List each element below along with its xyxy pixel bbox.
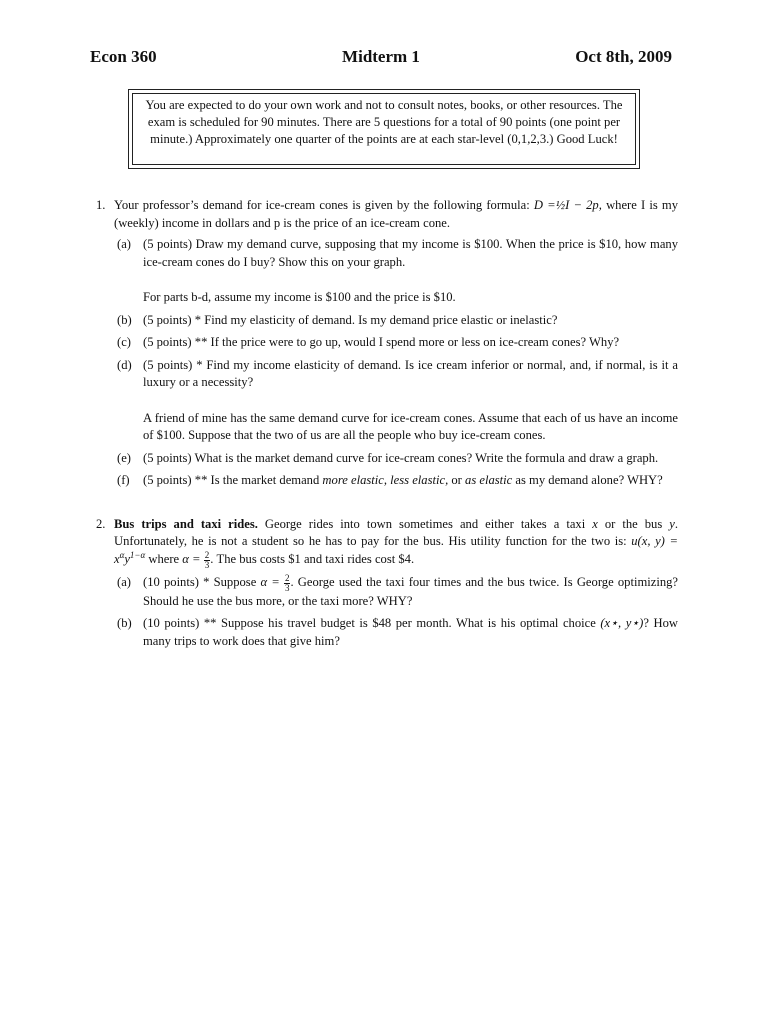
question-part xyxy=(114,472,678,490)
question-part xyxy=(114,574,678,611)
exam-date: Oct 8th, 2009 xyxy=(575,47,672,66)
alpha-fraction: $\frac{2}{3}$ xyxy=(284,572,290,593)
question-number: 1. xyxy=(96,198,106,212)
part-label: (f) xyxy=(117,473,130,487)
question-intro: Bus trips and taxi rides. George rides into town sometimes and either takes a taxi x or the bus y. Unfortunately, he is not a student so he has to pay for the bus. His utility function for the two is: u(x, $y) = x^\alpha y^{1-\alpha}$ where α = $\frac{2}{3}$ . The bus costs $1 and taxi rides cost $4. xyxy=(114,516,679,570)
question-1 xyxy=(96,197,678,490)
part-label: (b) xyxy=(117,312,132,327)
question-title: Bus trips and taxi rides. xyxy=(114,516,258,531)
part-text: (5 points) ** If the price were to go up, would I spend more or less on ice-cream cones? Why? xyxy=(143,335,620,349)
utility-function: u(x, $y) = x^\alpha y^{1-\alpha}$ xyxy=(114,534,678,566)
instructions-text: You are expected to do your own work and not to consult notes, books, or other resources. The exam is scheduled for 90 minutes. There are 5 questions for a total of 90 points (one point per minute.) Approximately one quarter of the points are at each star-level (0,1,2,3.) Good Luck! xyxy=(132,93,636,165)
page-header xyxy=(90,47,672,71)
instructions-box xyxy=(128,89,640,169)
question-2 xyxy=(96,516,678,651)
part-label: (a) xyxy=(117,237,131,251)
question-part xyxy=(114,334,678,352)
part-text: (5 points) ** Is the market demand more elastic, less elastic, or as elastic as my demand alone? WHY? xyxy=(143,473,663,487)
part-label: (e) xyxy=(117,450,131,465)
question-part xyxy=(114,236,678,271)
part-label: (c) xyxy=(117,335,131,349)
question-part xyxy=(114,450,678,468)
exam-content xyxy=(96,197,678,650)
part-text: (5 points) Draw my demand curve, supposing that my income is $100. When the price is $10, how many ice-cream cones do I buy? Show this on your graph. xyxy=(143,237,678,269)
part-label: (d) xyxy=(117,357,132,372)
part-text: (10 points) ** Suppose his travel budget is $48 per month. What is his optimal choice (x⋆, y⋆)? How many trips to work does that give him? xyxy=(143,616,678,648)
part-label: (a) xyxy=(117,574,131,589)
part-text: (5 points) * Find my elasticity of demand. Is my demand price elastic or inelastic? xyxy=(143,312,558,327)
friend-paragraph: A friend of mine has the same demand curve for ice-cream cones. Assume that each of us have an income of $100. Suppose that the two of us are all the people who buy ice-cream cones. xyxy=(143,410,678,442)
part-label: (b) xyxy=(117,616,132,630)
question-part xyxy=(114,357,678,392)
course-name: Econ 360 xyxy=(90,47,157,66)
part-text: (5 points) What is the market demand curve for ice-cream cones? Write the formula and draw a graph. xyxy=(143,450,659,465)
question-part xyxy=(114,615,678,650)
alpha-fraction: $\frac{2}{3}$ xyxy=(204,549,210,570)
part-text: (10 points) * Suppose α = $\frac{2}{3}$ . George used the taxi four times and the bus twice. Is George optimizing? Should he use the bus more, or the taxi more? WHY? xyxy=(143,572,679,608)
part-text: (5 points) * Find my income elasticity of demand. Is ice cream inferior or normal, and, if normal, is it a luxury or a necessity? xyxy=(143,357,678,389)
exam-title: Midterm 1 xyxy=(342,47,420,66)
question-number: 2. xyxy=(96,516,106,531)
note-paragraph: For parts b-d, assume my income is $100 and the price is $10. xyxy=(143,290,456,304)
demand-formula: D =½I − 2p, xyxy=(533,198,602,212)
question-part xyxy=(114,312,678,330)
question-intro: Your professor’s demand for ice-cream cones is given by the following formula: D =½I − 2p, where I is my (weekly) income in dollars and p is the price of an ice-cream cone. xyxy=(114,198,679,230)
